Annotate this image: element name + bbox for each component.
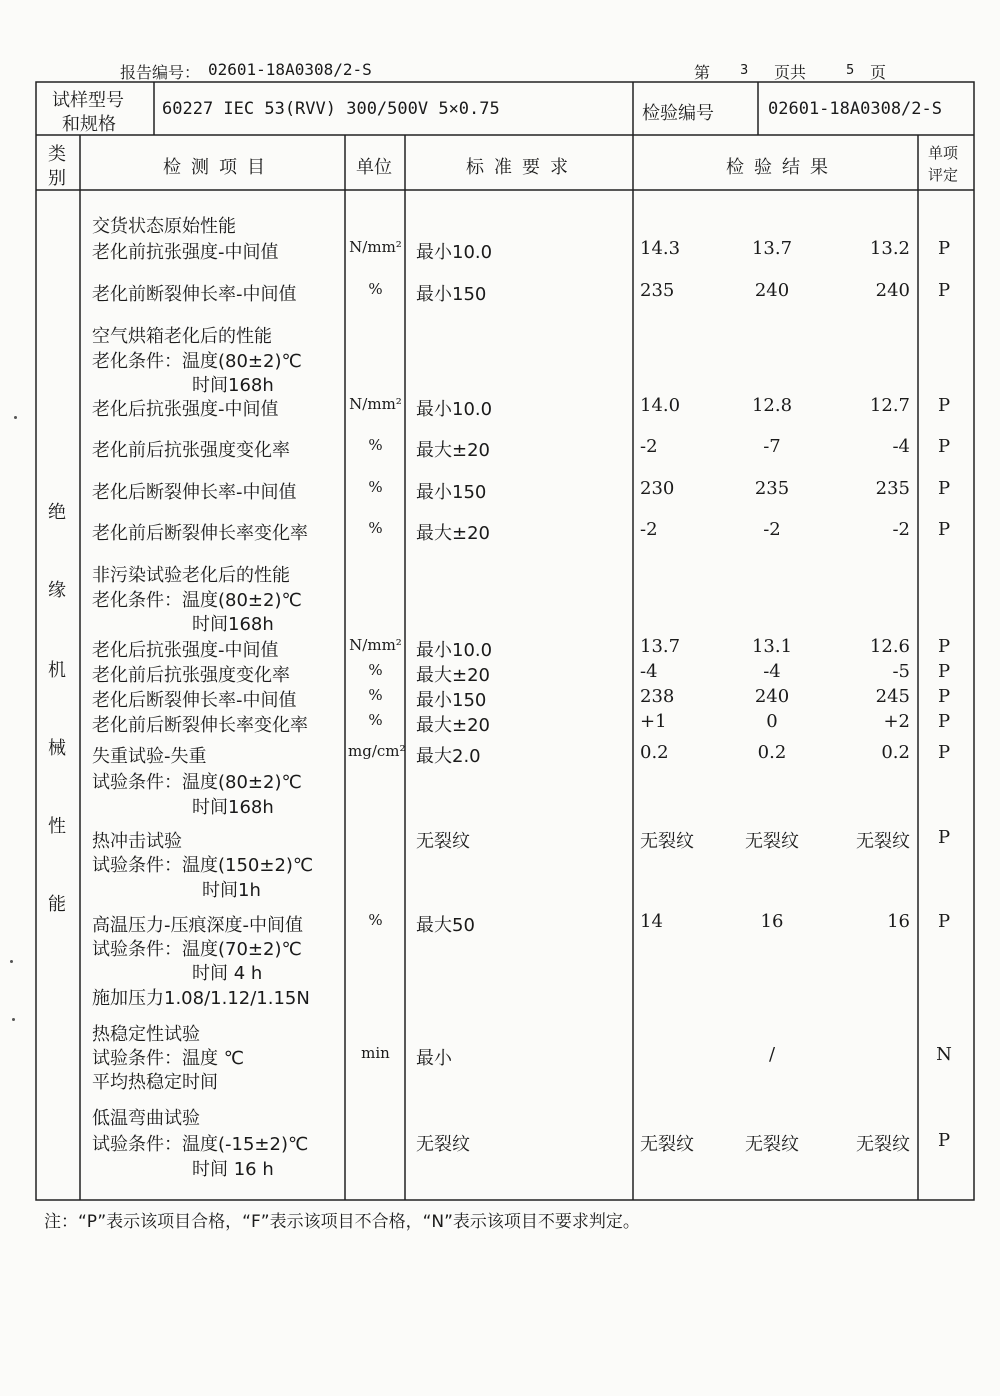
verdict-cell: P	[937, 711, 951, 732]
result-3-cell: 16	[887, 911, 910, 932]
verdict-cell: P	[937, 280, 951, 301]
col-category-line1: 类	[48, 144, 66, 165]
result-3-cell: 12.6	[869, 636, 910, 657]
standard-cell: 最小150	[416, 284, 487, 305]
standard-cell: 最小10.0	[416, 242, 493, 263]
standard-cell: 最大±20	[416, 715, 490, 736]
category-char: 缘	[48, 580, 66, 601]
item-cell: 时间 4 h	[192, 963, 263, 984]
item-cell: 低温弯曲试验	[92, 1108, 200, 1129]
item-cell: 时间 16 h	[192, 1159, 274, 1180]
category-char: 绝	[48, 502, 66, 523]
result-2-cell: 0.2	[757, 742, 787, 763]
unit-cell: N/mm²	[349, 238, 402, 256]
result-1-cell: 13.7	[640, 636, 681, 657]
result-2-cell: 无裂纹	[745, 1134, 799, 1155]
page-mid: 页共	[774, 63, 807, 82]
page-total: 5	[846, 63, 855, 78]
item-cell: 交货状态原始性能	[92, 216, 236, 237]
scan-speck	[14, 416, 17, 419]
unit-cell: %	[368, 436, 383, 454]
item-cell: 试验条件：温度(70±2)℃	[92, 939, 302, 960]
result-3-cell: 245	[875, 686, 910, 707]
col-standard: 标准要求	[466, 157, 578, 178]
col-result: 检验结果	[726, 157, 838, 178]
inspect-no-label: 检验编号	[642, 103, 714, 124]
unit-cell: min	[361, 1044, 390, 1062]
unit-cell: N/mm²	[349, 395, 402, 413]
result-2-cell: 16	[760, 911, 784, 932]
item-cell: 时间168h	[192, 614, 274, 635]
result-2-cell: -4	[763, 661, 781, 682]
result-1-cell: -2	[640, 519, 658, 540]
item-cell: 试验条件：温度(150±2)℃	[92, 855, 314, 876]
item-cell: 施加压力1.08/1.12/1.15N	[92, 988, 310, 1009]
verdict-cell: P	[937, 686, 951, 707]
standard-cell: 最小10.0	[416, 640, 493, 661]
verdict-cell: P	[937, 742, 951, 763]
item-cell: 时间168h	[192, 797, 274, 818]
col-verdict-line1: 单项	[928, 144, 959, 162]
item-cell: 老化条件：温度(80±2)℃	[92, 590, 302, 611]
item-cell: 老化条件：温度(80±2)℃	[92, 351, 302, 372]
col-category-line2: 别	[48, 168, 66, 189]
result-2-cell: -7	[763, 436, 781, 457]
result-3-cell: -2	[892, 519, 910, 540]
verdict-cell: P	[937, 436, 951, 457]
standard-cell: 最大±20	[416, 523, 490, 544]
col-verdict-line2: 评定	[928, 166, 959, 184]
report-number-label: 报告编号：	[120, 63, 201, 82]
result-1-cell: 无裂纹	[640, 831, 694, 852]
unit-cell: mg/cm²	[348, 742, 406, 760]
result-1-cell: 230	[640, 478, 675, 499]
standard-cell: 最大50	[416, 915, 475, 936]
unit-cell: %	[368, 686, 383, 704]
scan-speck	[12, 1018, 15, 1021]
result-2-cell: 12.8	[751, 395, 793, 416]
result-2-cell: -2	[763, 519, 781, 540]
result-1-cell: 14.0	[640, 395, 681, 416]
scan-speck	[10, 960, 13, 963]
result-3-cell: 无裂纹	[856, 1134, 910, 1155]
unit-cell: %	[368, 911, 383, 929]
result-2-cell: 240	[754, 686, 790, 707]
item-cell: 老化后抗张强度-中间值	[92, 640, 279, 661]
verdict-cell: P	[937, 827, 951, 848]
result-1-cell: -2	[640, 436, 658, 457]
category-char: 械	[48, 738, 66, 759]
item-cell: 高温压力-压痕深度-中间值	[92, 915, 303, 936]
unit-cell: %	[368, 711, 383, 729]
standard-cell: 最小150	[416, 482, 487, 503]
item-cell: 老化前后断裂伸长率变化率	[92, 715, 308, 736]
standard-cell: 最小150	[416, 690, 487, 711]
result-1-cell: 14.3	[640, 238, 681, 259]
category-char: 性	[48, 816, 66, 837]
item-cell: 平均热稳定时间	[92, 1072, 218, 1093]
inspect-no: 02601-18A0308/2-S	[768, 99, 942, 119]
unit-cell: N/mm²	[349, 636, 402, 654]
verdict-cell: P	[937, 519, 951, 540]
sample-model: 60227 IEC 53(RVV) 300/500V 5×0.75	[162, 99, 500, 119]
page-suffix: 页	[870, 63, 887, 82]
category-char: 能	[48, 894, 66, 915]
verdict-cell: N	[936, 1044, 952, 1065]
result-1-cell: 238	[640, 686, 675, 707]
verdict-cell: P	[937, 1130, 951, 1151]
item-cell: 老化前断裂伸长率-中间值	[92, 284, 297, 305]
item-cell: 失重试验-失重	[92, 746, 207, 767]
category-char: 机	[48, 660, 66, 681]
sample-label-line2: 和规格	[62, 114, 116, 135]
result-1-cell: 无裂纹	[640, 1134, 694, 1155]
result-3-cell: 13.2	[869, 238, 910, 259]
result-1-cell: +1	[640, 711, 667, 732]
result-3-cell: 无裂纹	[856, 831, 910, 852]
sample-label-line1: 试样型号	[52, 90, 124, 111]
verdict-cell: P	[937, 395, 951, 416]
item-cell: 老化前抗张强度-中间值	[92, 242, 279, 263]
standard-cell: 最大2.0	[416, 746, 481, 767]
verdict-cell: P	[937, 238, 951, 259]
unit-cell: %	[368, 661, 383, 679]
report-number: 02601-18A0308/2-S	[208, 60, 372, 79]
verdict-cell: P	[937, 661, 951, 682]
col-item: 检测项目	[163, 157, 275, 178]
result-2-cell: 13.1	[751, 636, 793, 657]
verdict-cell: P	[937, 911, 951, 932]
item-cell: 老化前后抗张强度变化率	[92, 440, 290, 461]
verdict-cell: P	[937, 636, 951, 657]
result-3-cell: 240	[875, 280, 910, 301]
item-cell: 时间168h	[192, 375, 274, 396]
item-cell: 空气烘箱老化后的性能	[92, 326, 272, 347]
item-cell: 老化后断裂伸长率-中间值	[92, 690, 297, 711]
result-3-cell: 12.7	[869, 395, 910, 416]
page-current: 3	[740, 63, 749, 78]
item-cell: 老化前后抗张强度变化率	[92, 665, 290, 686]
col-unit: 单位	[356, 157, 392, 178]
standard-cell: 最小	[416, 1048, 452, 1069]
result-2-cell: 235	[754, 478, 790, 499]
item-cell: 非污染试验老化后的性能	[92, 565, 290, 586]
result-1-cell: 14	[640, 911, 663, 932]
item-cell: 老化后断裂伸长率-中间值	[92, 482, 297, 503]
unit-cell: %	[368, 519, 383, 537]
result-3-cell: +2	[883, 711, 910, 732]
result-2-cell: 无裂纹	[745, 831, 799, 852]
unit-cell: %	[368, 478, 383, 496]
item-cell: 热冲击试验	[92, 831, 182, 852]
page-prefix: 第	[694, 63, 711, 82]
item-cell: 老化前后断裂伸长率变化率	[92, 523, 308, 544]
footnote: 注：“P”表示该项目合格，“F”表示该项目不合格，“N”表示该项目不要求判定。	[44, 1212, 640, 1232]
standard-cell: 最大±20	[416, 665, 490, 686]
result-3-cell: -4	[892, 436, 910, 457]
standard-cell: 最大±20	[416, 440, 490, 461]
result-2-cell: 13.7	[751, 238, 793, 259]
result-1-cell: -4	[640, 661, 658, 682]
result-2-cell: 240	[754, 280, 790, 301]
item-cell: 热稳定性试验	[92, 1024, 200, 1045]
item-cell: 时间1h	[202, 880, 261, 901]
item-cell: 试验条件：温度 ℃	[92, 1048, 244, 1069]
standard-cell: 无裂纹	[416, 1134, 470, 1155]
result-3-cell: 0.2	[881, 742, 910, 763]
verdict-cell: P	[937, 478, 951, 499]
result-1-cell: 235	[640, 280, 675, 301]
standard-cell: 最小10.0	[416, 399, 493, 420]
result-3-cell: -5	[892, 661, 910, 682]
result-3-cell: 235	[875, 478, 910, 499]
standard-cell: 无裂纹	[416, 831, 470, 852]
item-cell: 老化后抗张强度-中间值	[92, 399, 279, 420]
item-cell: 试验条件：温度(-15±2)℃	[92, 1134, 309, 1155]
result-2-cell: /	[768, 1044, 776, 1065]
item-cell: 试验条件：温度(80±2)℃	[92, 772, 302, 793]
result-1-cell: 0.2	[640, 742, 669, 763]
unit-cell: %	[368, 280, 383, 298]
result-2-cell: 0	[766, 711, 778, 732]
